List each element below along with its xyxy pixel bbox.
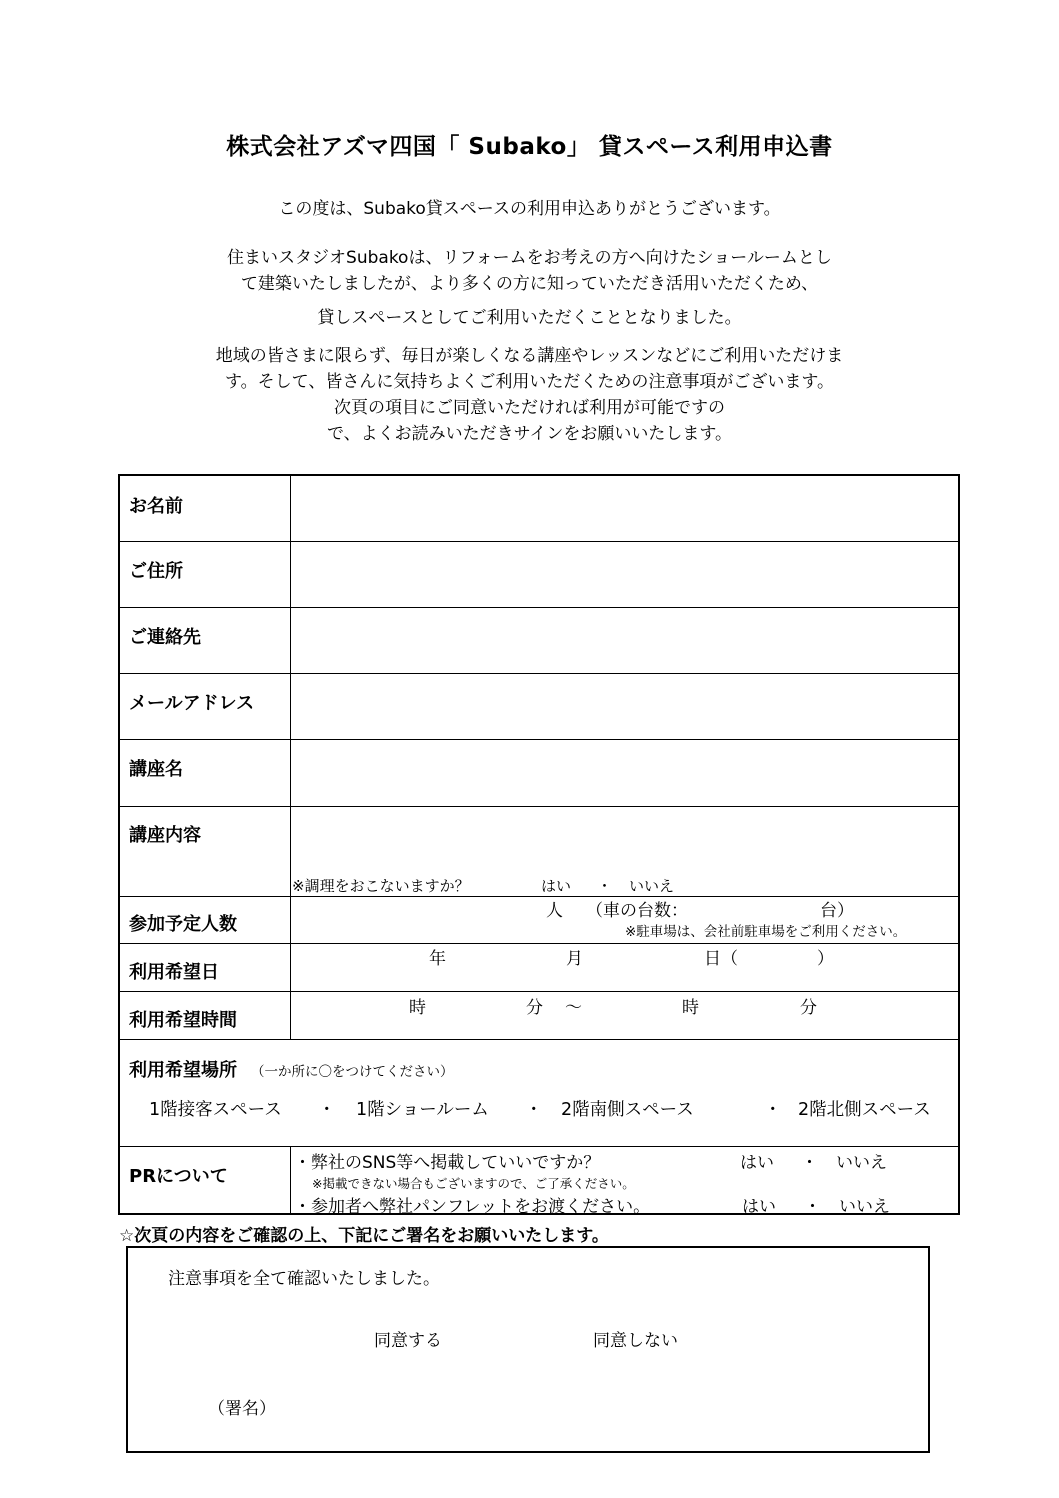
label-pr: PRについて — [129, 1166, 228, 1187]
pr-sns-yes[interactable]: はい — [740, 1153, 774, 1173]
pr-sns-no[interactable]: いいえ — [836, 1153, 887, 1173]
label-name: お名前 — [129, 496, 183, 517]
intro-para1-line3: 貸しスペースとしてご利用いただくこととなりました。 — [317, 308, 742, 328]
label-course-name: 講座名 — [129, 759, 183, 780]
pr-note: ※掲載できない場合もございますので、ご了承ください。 — [312, 1176, 635, 1191]
pr-sns-question: ・弊社のSNS等へ掲載していいですか？ — [294, 1153, 601, 1173]
pr-pamphlet-no[interactable]: いいえ — [839, 1197, 890, 1217]
row-divider — [120, 541, 958, 542]
pr-pamphlet-yes[interactable]: はい — [742, 1197, 776, 1217]
place-note: （一か所に〇をつけてください） — [251, 1064, 454, 1080]
end-hour-unit: 時 — [682, 998, 699, 1018]
row-divider — [120, 739, 958, 740]
separator-dot: ・ — [801, 1153, 818, 1173]
cooking-yes-option[interactable]: はい — [541, 877, 572, 895]
intro-para2-line3: 次頁の項目にご同意いただければ利用が可能ですの — [334, 398, 725, 418]
course-name-field[interactable] — [292, 741, 960, 805]
label-contact: ご連絡先 — [129, 627, 201, 648]
car-unit: 台） — [820, 901, 854, 921]
separator-dot: ・ — [764, 1100, 782, 1120]
signature-box — [126, 1246, 930, 1453]
agree-option[interactable]: 同意する — [374, 1331, 442, 1351]
day-unit: 日（ — [704, 949, 738, 969]
tilde: ～ — [565, 998, 582, 1018]
start-minute-unit: 分 — [526, 998, 543, 1018]
label-address: ご住所 — [129, 561, 183, 582]
label-place: 利用希望場所 — [129, 1060, 237, 1081]
row-divider — [120, 607, 958, 608]
intro-para1-line1: 住まいスタジオSubakoは、リフォームをお考えの方へ向けたショールームとし — [227, 248, 832, 268]
address-field[interactable] — [292, 543, 960, 606]
intro-para2-line1: 地域の皆さまに限らず、毎日が楽しくなる講座やレッスンなどにご利用いただけま — [215, 346, 844, 366]
car-count-label: （車の台数： — [586, 901, 688, 921]
signature-instruction: ☆次頁の内容をご確認の上、下記にご署名をお願いいたします。 — [119, 1226, 609, 1246]
application-form — [118, 474, 960, 1215]
contact-field[interactable] — [292, 609, 960, 672]
label-date: 利用希望日 — [129, 962, 219, 983]
column-divider-pr — [290, 1146, 291, 1215]
separator-dot: ・ — [804, 1197, 821, 1217]
year-unit: 年 — [429, 949, 446, 969]
pr-pamphlet-question: ・参加者へ弊社パンフレットをお渡ください。 — [294, 1197, 651, 1217]
row-divider — [120, 673, 958, 674]
row-divider — [120, 1146, 958, 1147]
start-hour-unit: 時 — [409, 998, 426, 1018]
month-unit: 月 — [566, 949, 583, 969]
day-close: ） — [817, 949, 834, 969]
place-option-1f-showroom[interactable]: 1階ショールーム — [356, 1100, 489, 1120]
end-minute-unit: 分 — [800, 998, 817, 1018]
place-option-1f-reception[interactable]: 1階接客スペース — [149, 1100, 282, 1120]
separator-dot: ・ — [597, 877, 613, 895]
signature-field[interactable] — [278, 1388, 898, 1428]
people-unit: 人 — [546, 901, 563, 921]
intro-para1-line2: て建築いたしましたが、より多くの方に知っていただき活用いただくため、 — [240, 274, 819, 294]
row-divider — [120, 1039, 958, 1040]
row-divider — [120, 806, 958, 807]
intro-para2-line4: で、よくお読みいただきサインをお願いいたします。 — [326, 424, 733, 444]
cooking-no-option[interactable]: いいえ — [629, 877, 675, 895]
email-field[interactable] — [292, 675, 960, 738]
intro-para2-line2: す。そして、皆さんに気持ちよくご利用いただくための注意事項がございます。 — [225, 372, 834, 392]
label-participants: 参加予定人数 — [129, 914, 237, 935]
name-field[interactable] — [292, 476, 960, 540]
label-email: メールアドレス — [129, 693, 255, 714]
cooking-question: ※調理をおこないますか？ — [292, 877, 470, 895]
confirm-text: 注意事項を全て確認いたしました。 — [168, 1269, 440, 1289]
separator-dot: ・ — [318, 1100, 336, 1120]
place-option-2f-north[interactable]: 2階北側スペース — [798, 1100, 931, 1120]
page-title: 株式会社アズマ四国「 Subako」 貸スペース利用申込書 — [226, 134, 833, 160]
row-divider — [120, 991, 958, 992]
disagree-option[interactable]: 同意しない — [593, 1331, 678, 1351]
place-option-2f-south[interactable]: 2階南側スペース — [561, 1100, 694, 1120]
separator-dot: ・ — [525, 1100, 543, 1120]
label-time: 利用希望時間 — [129, 1010, 237, 1031]
signature-label: （署名） — [208, 1399, 276, 1419]
column-divider — [290, 476, 291, 1040]
label-course-content: 講座内容 — [129, 825, 201, 846]
intro-greeting: この度は、Subako貸スペースの利用申込ありがとうございます。 — [278, 199, 781, 219]
parking-note: ※駐車場は、会社前駐車場をご利用ください。 — [625, 924, 907, 940]
course-content-field[interactable] — [292, 808, 960, 874]
